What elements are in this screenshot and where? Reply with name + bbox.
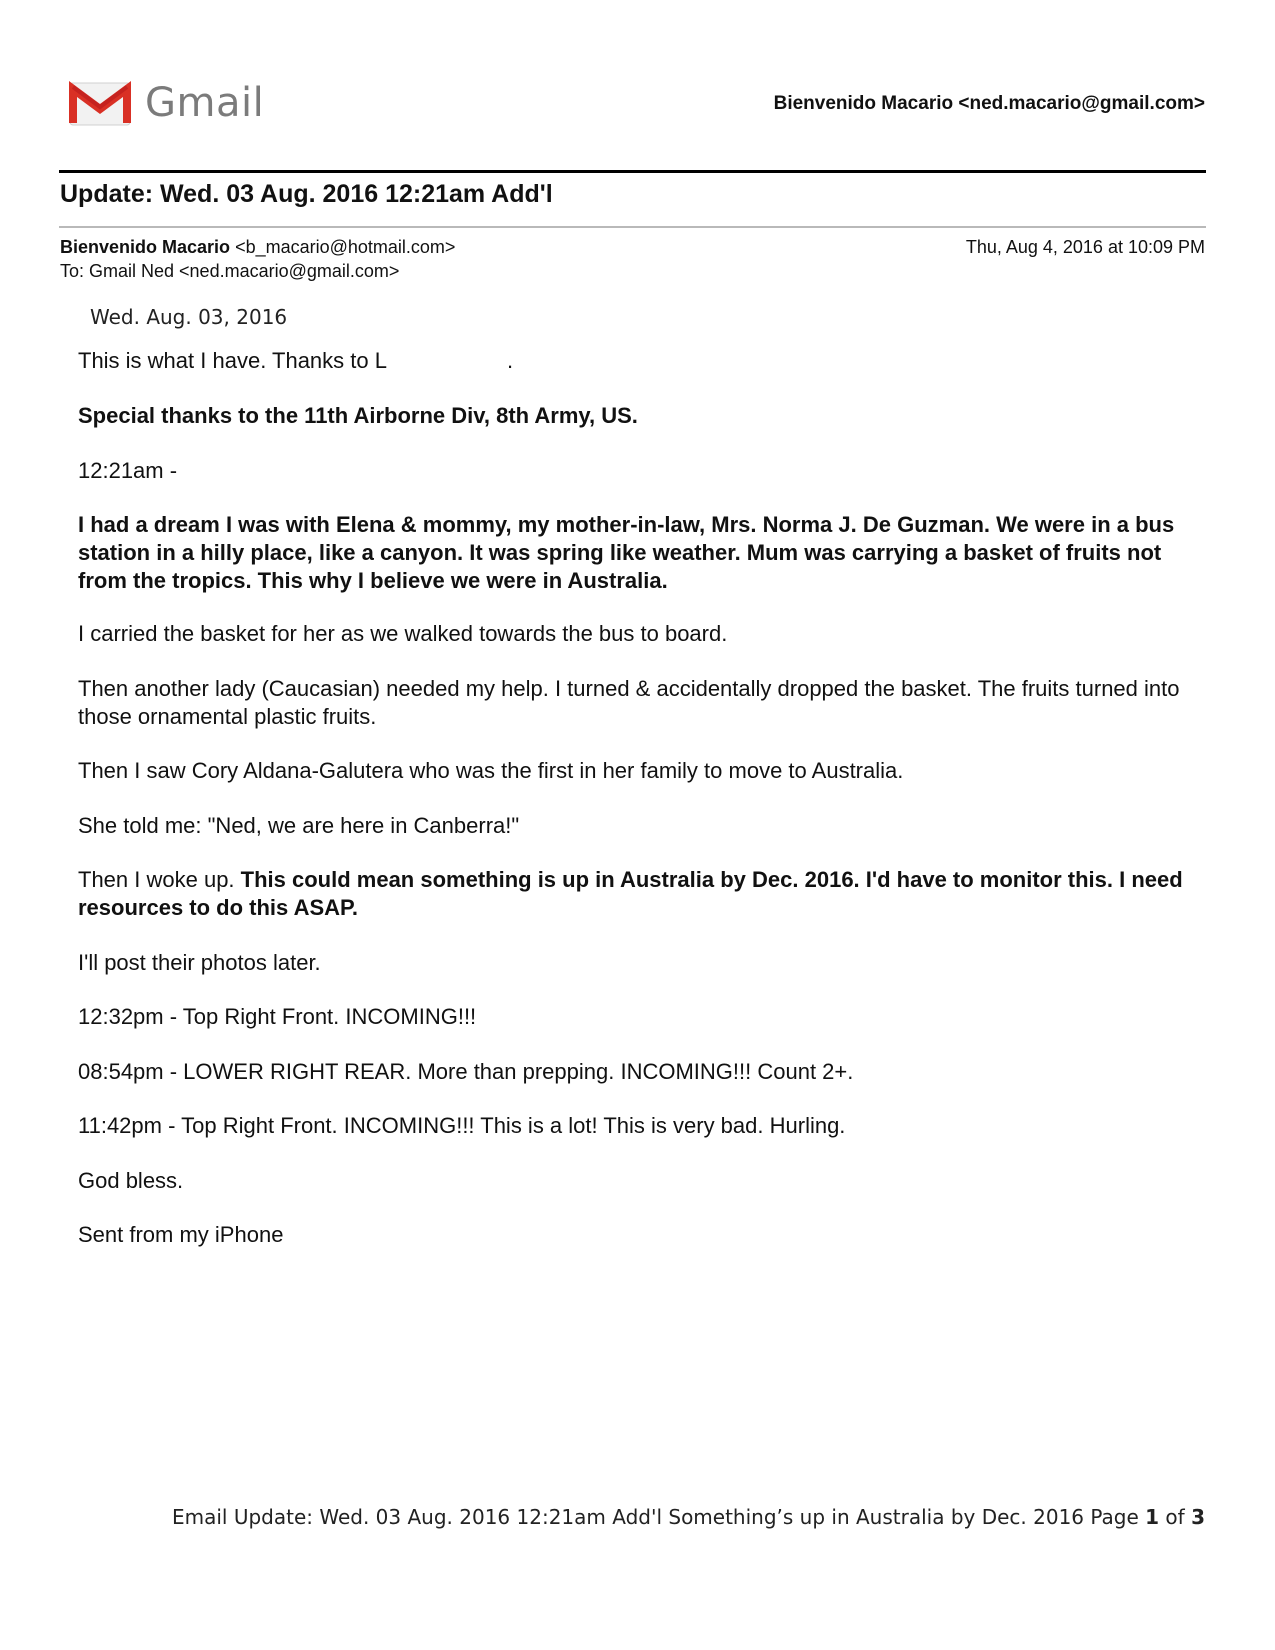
page-total: 3 [1191,1505,1205,1529]
subject-divider [59,226,1206,228]
timestamp-entry: 12:21am - [78,458,178,483]
account-identity: Bienvenido Macario <ned.macario@gmail.com> [773,93,1205,114]
recipient-line: To: Gmail Ned <ned.macario@gmail.com> [60,261,400,281]
sent-timestamp: Thu, Aug 4, 2016 at 10:09 PM [965,237,1205,257]
sender-name: Bienvenido Macario [60,237,231,257]
footer-title: Email Update: Wed. 03 Aug. 2016 12:21am Add'l Something’s up in Australia by Dec. 2016 Page [171,1505,1146,1529]
body-paragraph: Then I saw Cory Aldana-Galutera who was the first in her family to move to Australia. [78,758,904,783]
footer-of: of [1159,1505,1192,1529]
body-paragraph: She told me: "Ned, we are here in Canberra!" [78,813,520,838]
gmail-logo [69,78,269,128]
sender-email: <b_macario@hotmail.com> [235,237,456,257]
sender-line [60,235,455,259]
thanks-line-end: . [506,348,514,373]
timestamp-entry: 12:32pm - Top Right Front. INCOMING!!! [78,1004,477,1029]
body-paragraph [78,347,1198,375]
dream-paragraph: I had a dream I was with Elena & mommy, my mother-in-law, Mrs. Norma J. De Guzman. We were in a bus station in a hilly place, like a canyon. It was spring like weather. Mum was carrying a basket of fruits not from the tropics. This why I believe we were in Australia. [78,512,1175,593]
header-divider [59,170,1206,173]
body-paragraph: I carried the basket for her as we walked towards the bus to board. [78,621,728,646]
woke-up-text: Then I woke up. [78,867,241,892]
page-number: 1 [1145,1505,1160,1529]
body-paragraph: Then another lady (Caucasian) needed my help. I turned & accidentally dropped the basket. The fruits turned into those ornamental plastic fruits. [78,676,1180,729]
gmail-m-icon [69,79,131,127]
timestamp-entry: 08:54pm - LOWER RIGHT REAR. More than prepping. INCOMING!!! Count 2+. [78,1059,854,1084]
closing-line: God bless. [78,1168,184,1193]
special-thanks: Special thanks to the 11th Airborne Div, 8th Army, US. [78,403,638,428]
message-meta [60,235,455,283]
body-paragraph [78,866,1198,922]
body-paragraph: I'll post their photos later. [78,950,321,975]
gmail-logo-text: Gmail [145,80,265,126]
email-subject: Update: Wed. 03 Aug. 2016 12:21am Add'l [60,180,553,208]
page-footer [172,1505,1205,1529]
thanks-line: This is what I have. Thanks to L [78,348,387,373]
timestamp-entry: 11:42pm - Top Right Front. INCOMING!!! This is a lot! This is very bad. Hurling. [78,1113,846,1138]
body-date: Wed. Aug. 03, 2016 [90,305,288,329]
australia-note: This could mean something is up in Australia by Dec. 2016. I'd have to monitor this. I need resources to do this ASAP. [78,867,1183,920]
signature-line: Sent from my iPhone [78,1222,284,1247]
